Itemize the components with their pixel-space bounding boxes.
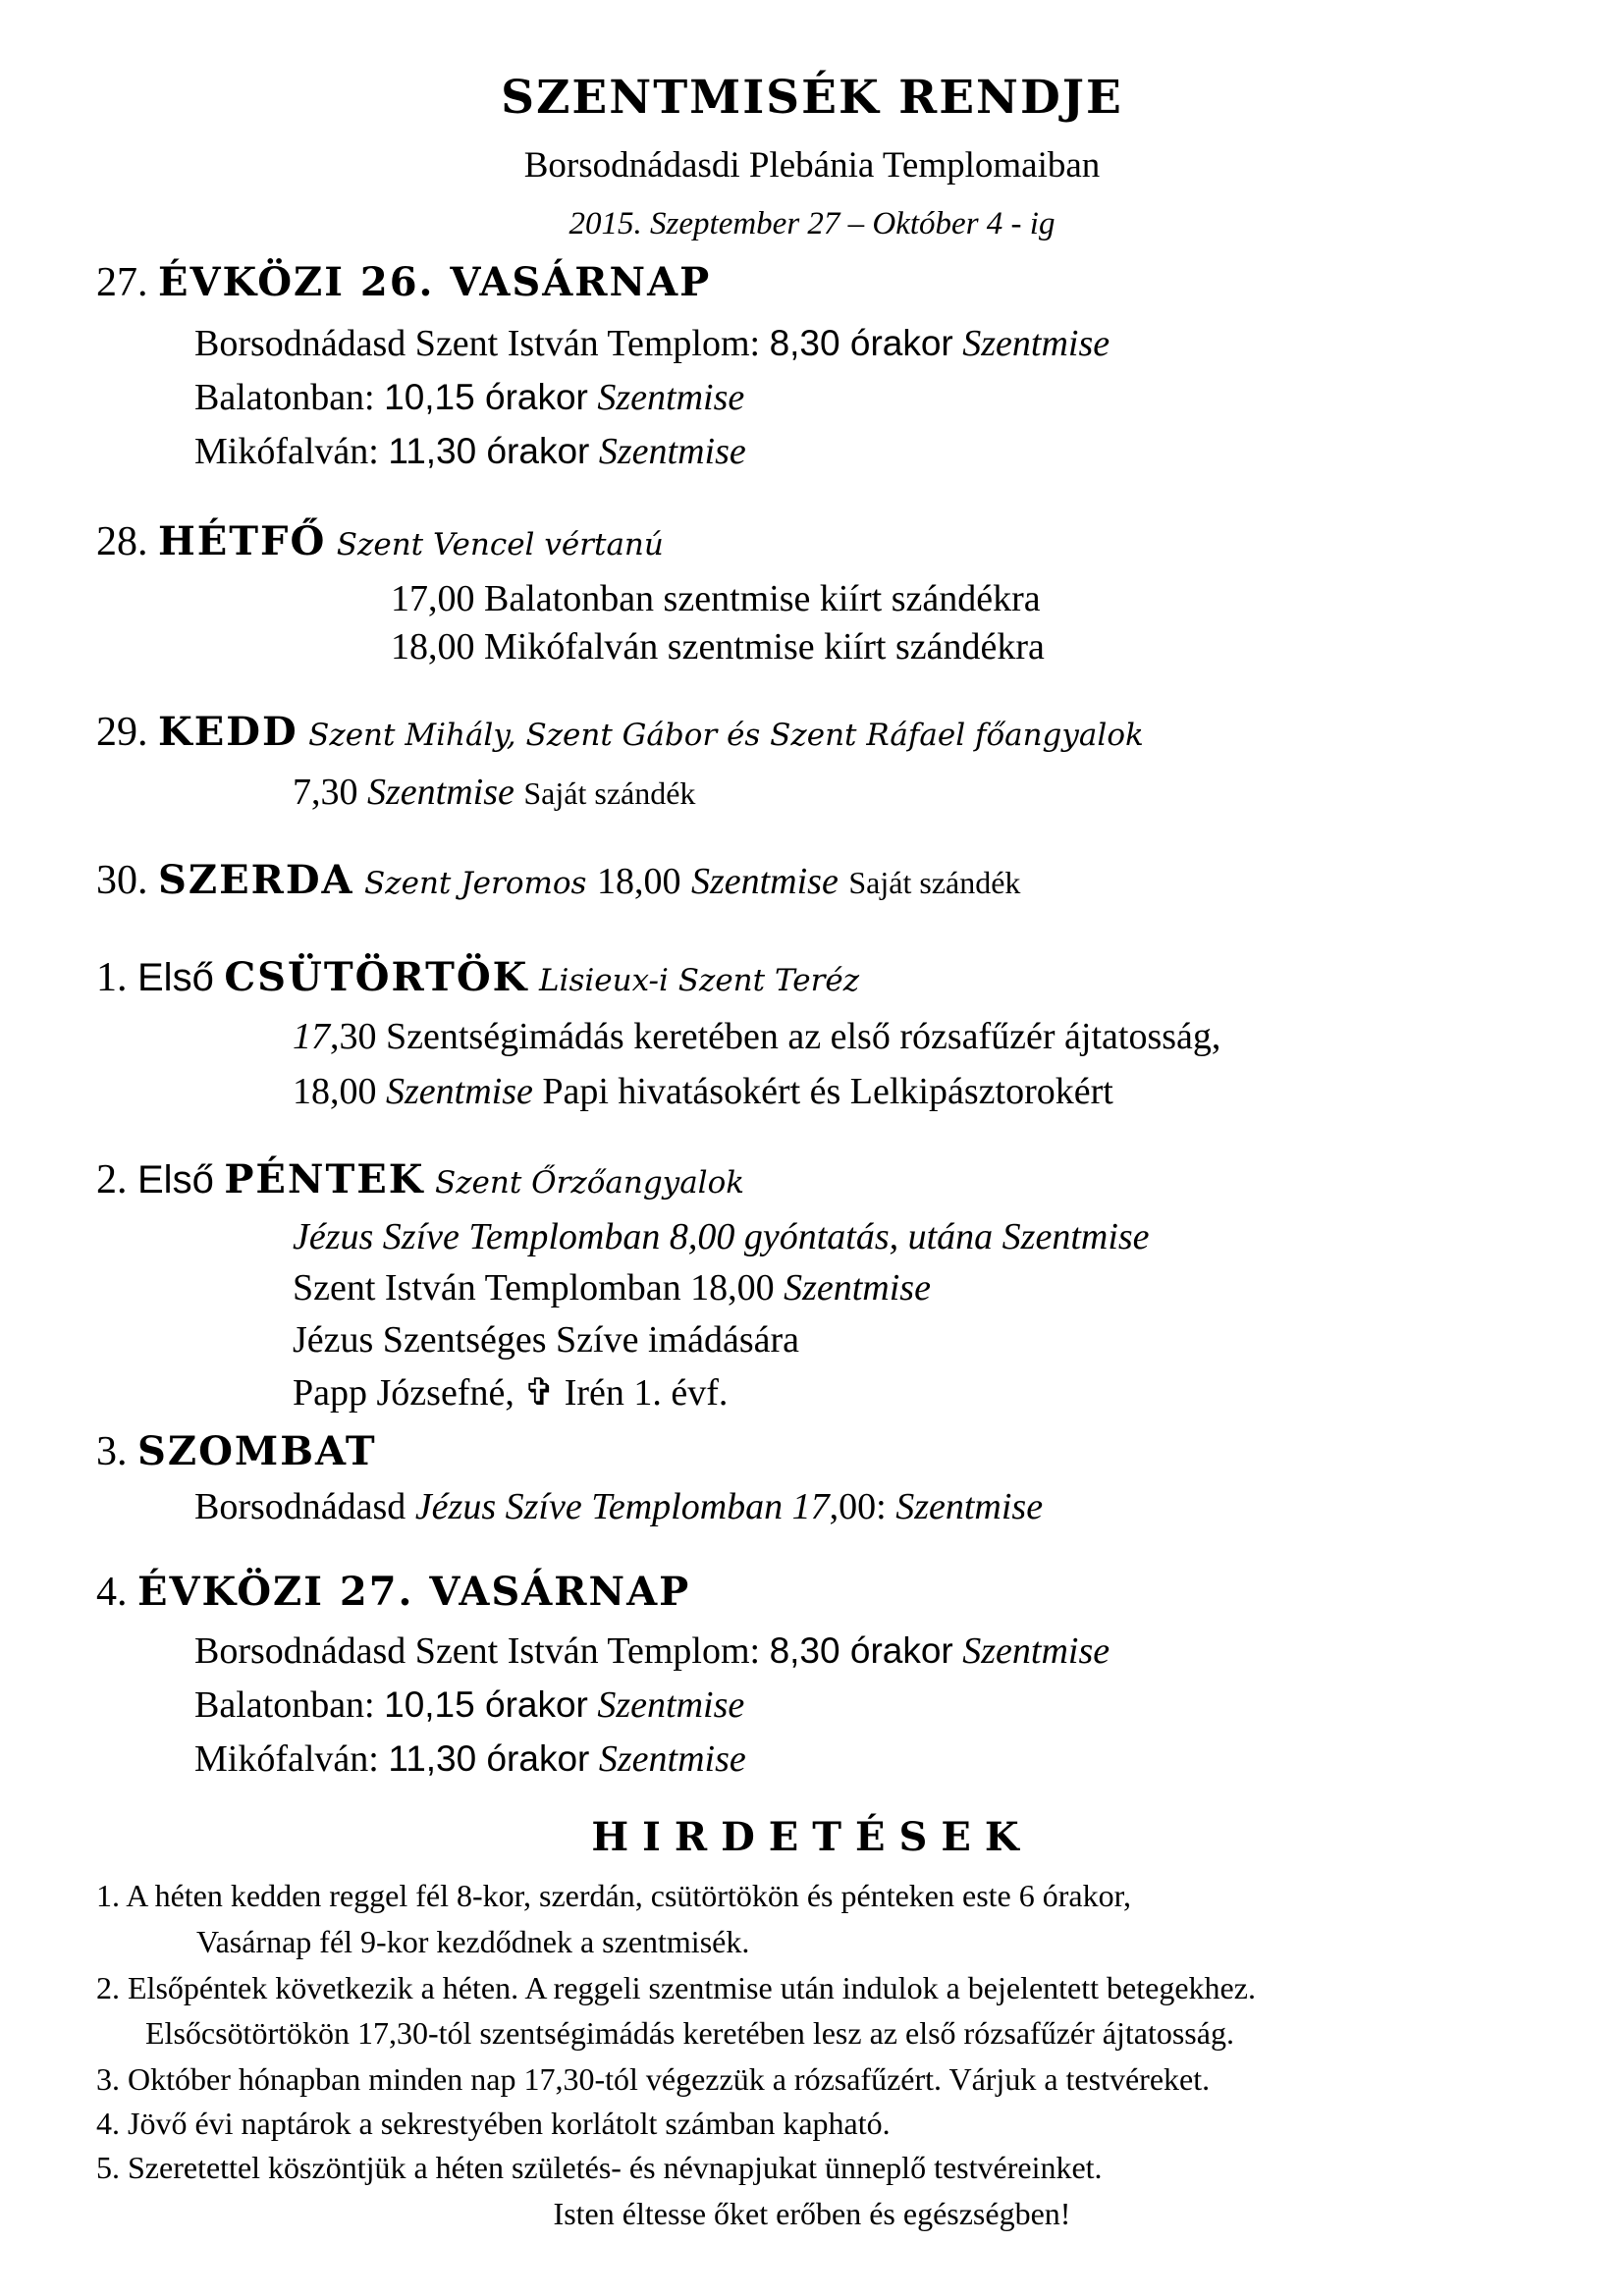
mass-label: Szentmise	[597, 377, 745, 418]
place-label: Mikófalván:	[194, 431, 379, 472]
day-number: 3.	[96, 1429, 128, 1474]
day-number: 30.	[96, 858, 148, 903]
schedule-line	[293, 1015, 1220, 1058]
mass-label: Szentmise	[597, 1684, 745, 1726]
schedule-line: 17,00 Balatonban szentmise kiírt szándékra	[391, 578, 1041, 619]
announcement-line: Isten éltesse őket erőben és egészségben!	[553, 2196, 1071, 2231]
schedule-line	[293, 771, 695, 814]
day-name: HÉTFŐ	[158, 518, 327, 564]
mass-time: 8,30 órakor	[769, 323, 953, 363]
mass-intention: Papi hivatásokért és Lelkipásztorokért	[542, 1071, 1113, 1112]
day-heading-sun4	[96, 1569, 690, 1616]
mass-intention: Saját szándék	[848, 865, 1021, 900]
day-heading-sun27	[96, 259, 711, 306]
mass-time: ,00:	[829, 1486, 887, 1527]
day-name: CSÜTÖRTÖK	[224, 954, 529, 1000]
schedule-line	[293, 1070, 1113, 1113]
mass-label: Szentmise	[784, 1267, 931, 1308]
announcement-line: 5. Szeretettel köszöntjük a héten születés- és névnapjukat ünneplő testvéreinket.	[96, 2150, 1103, 2185]
day-name: KEDD	[158, 709, 298, 755]
mass-label: Szentmise	[367, 772, 514, 813]
mass-label: Szentmise	[962, 1630, 1110, 1672]
schedule-line: 18,00 Mikófalván szentmise kiírt szándékra	[391, 626, 1045, 667]
mass-label: Szentmise	[598, 431, 746, 472]
day-heading-tue29	[96, 709, 1144, 756]
date-range: 2015. Szeptember 27 – Október 4 - ig	[568, 206, 1056, 241]
saint-name: Szent Őrzőangyalok	[434, 1165, 745, 1201]
place-label: Balatonban:	[194, 377, 375, 418]
mass-time: 11,30 órakor	[388, 431, 590, 471]
day-number: 1.	[96, 955, 128, 1000]
announcement-line: 4. Jövő évi naptárok a sekrestyében korlátolt számban kapható.	[96, 2106, 891, 2141]
schedule-line: Jézus Szentséges Szíve imádására	[293, 1319, 799, 1361]
place-label: Borsodnádasd	[194, 1486, 406, 1527]
day-heading-fri2	[96, 1156, 744, 1203]
day-heading-sat3	[96, 1428, 377, 1475]
mass-time: 7,30	[293, 772, 358, 813]
schedule-line: Jézus Szíve Templomban 8,00 gyóntatás, utána Szentmise	[293, 1216, 1150, 1257]
schedule-line	[194, 322, 1110, 365]
saint-name: Szent Vencel vértanú	[336, 527, 664, 562]
mass-time: 18,00	[596, 861, 681, 902]
schedule-line	[194, 430, 746, 473]
mass-time: 8,30 órakor	[769, 1630, 953, 1671]
day-prefix: Első	[137, 1158, 214, 1201]
day-heading-thu1	[96, 954, 859, 1001]
announcement-line: 1. A héten kedden reggel fél 8-kor, szerdán, csütörtökön és pénteken este 6 órakor,	[96, 1878, 1131, 1913]
schedule-text: Szent István Templomban 18,00	[293, 1267, 775, 1308]
place-label: Mikófalván:	[194, 1738, 379, 1780]
saint-name: Szent Jeromos	[364, 866, 587, 901]
day-name: PÉNTEK	[224, 1156, 425, 1202]
schedule-text: ,30 Szentségimádás keretében az első rózsafűzér ájtatosság,	[330, 1016, 1221, 1057]
schedule-line	[194, 1485, 1043, 1528]
schedule-line	[194, 1737, 746, 1781]
mass-time: 10,15 órakor	[384, 1684, 588, 1725]
announcements-title: HIRDETÉSEK	[591, 1814, 1033, 1860]
day-number: 2.	[96, 1157, 128, 1202]
mass-time: 10,15 órakor	[384, 377, 588, 417]
mass-time: 18,00	[293, 1071, 377, 1112]
page-title: SZENTMISÉK RENDJE	[501, 71, 1123, 125]
mass-label: Szentmise	[598, 1738, 746, 1780]
schedule-text: Irén 1. évf.	[564, 1372, 729, 1414]
day-name: ÉVKÖZI 27. VASÁRNAP	[137, 1569, 691, 1615]
mass-time: 11,30 órakor	[388, 1738, 590, 1779]
day-number: 29.	[96, 710, 148, 755]
mass-label: Szentmise	[690, 861, 839, 902]
saint-name: Lisieux-i Szent Teréz	[538, 963, 860, 998]
announcement-line: Vasárnap fél 9-kor kezdődnek a szentmisék.	[196, 1924, 750, 1959]
mass-time: 17	[293, 1016, 330, 1057]
saint-name: Szent Mihály, Szent Gábor és Szent Ráfael főangyalok	[308, 718, 1144, 753]
mass-label: Szentmise	[962, 323, 1110, 364]
day-number: 4.	[96, 1570, 128, 1615]
day-name: SZOMBAT	[137, 1428, 377, 1474]
day-heading-mon28	[96, 518, 664, 565]
day-number: 28.	[96, 519, 148, 564]
place-label: Balatonban:	[194, 1684, 375, 1726]
schedule-line	[293, 1370, 728, 1415]
mass-label: Szentmise	[386, 1071, 533, 1112]
announcement-line: Elsőcsötörtökön 17,30-tól szentségimádás keretében lesz az első rózsafűzér ájtatosság.	[145, 2015, 1234, 2051]
day-name: SZERDA	[158, 857, 354, 903]
church-label: Jézus Szíve Templomban 17	[414, 1486, 830, 1527]
mass-intention: Saját szándék	[523, 775, 696, 811]
day-prefix: Első	[137, 956, 214, 999]
day-heading-wed30	[96, 857, 1020, 904]
announcement-line: 3. Október hónapban minden nap 17,30-tól végezzük a rózsafűzért. Várjuk a testvéreket.	[96, 2061, 1211, 2097]
schedule-line	[194, 376, 744, 419]
announcement-line: 2. Elsőpéntek következik a héten. A reggeli szentmise után indulok a bejelentett betegekhez.	[96, 1970, 1256, 2005]
schedule-line	[293, 1266, 931, 1309]
schedule-line	[194, 1629, 1110, 1673]
day-name: ÉVKÖZI 26. VASÁRNAP	[158, 259, 712, 305]
day-number: 27.	[96, 260, 148, 305]
mass-label: Szentmise	[895, 1486, 1044, 1527]
schedule-line	[194, 1683, 744, 1727]
cross-icon: ✞	[523, 1372, 556, 1414]
schedule-text: Papp Józsefné,	[293, 1372, 514, 1414]
place-label: Borsodnádasd Szent István Templom:	[194, 323, 761, 364]
place-label: Borsodnádasd Szent István Templom:	[194, 1630, 761, 1672]
page-subtitle: Borsodnádasdi Plebánia Templomaiban	[523, 145, 1101, 186]
